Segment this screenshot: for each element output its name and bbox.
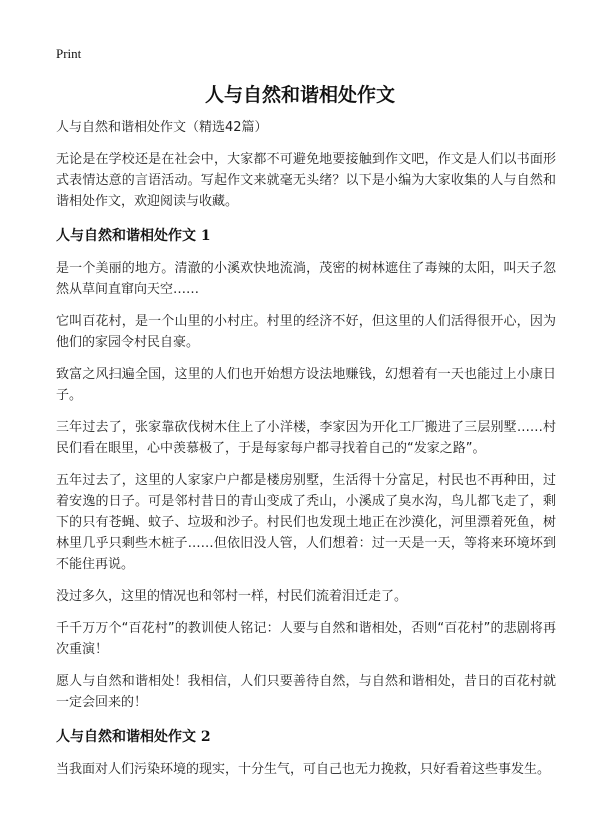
paragraph: 五年过去了，这里的人家家户户都是楼房别墅，生活得十分富足，村民也不再种田，过着安逸的日子。可是邻村昔日的青山变成了秃山，小溪成了臭水沟，鸟儿都飞走了，剩下的只有苍蝇、蚊子、垃圾和沙子。村民们也发现土地正在沙漠化，河里漂着死鱼，树林里几乎只剩些木桩子……但依旧没人管，人们想着：过一天是一天，等将来环境坏到不能住再说。 <box>56 473 556 572</box>
paragraph: 它叫百花村，是一个山里的小村庄。村里的经济不好，但这里的人们活得很开心，因为他们的家园令村民自豪。 <box>56 314 556 350</box>
paragraph: 致富之风扫遍全国，这里的人们也开始想方设法地赚钱，幻想着有一天也能过上小康日子。 <box>56 367 556 403</box>
paragraph: 千千万万个“百花村”的教训使人铭记：人要与自然和谐相处，否则“百花村”的悲剧将再次重演！ <box>56 621 556 657</box>
print-link[interactable]: Print <box>56 46 82 61</box>
paragraph: 是一个美丽的地方。清澈的小溪欢快地流淌，茂密的树林遮住了毒辣的太阳，叫天子忽然从草间直窜向天空…… <box>56 261 556 297</box>
article-body <box>56 119 556 791</box>
paragraph: 当我面对人们污染环境的现实，十分生气，可自己也无力挽救，只好看着这些事发生。 <box>56 762 551 777</box>
paragraph: 没过多久，这里的情况也和邻村一样，村民们流着泪迁走了。 <box>56 589 408 604</box>
intro-paragraph: 无论是在学校还是在社会中，大家都不可避免地要接触到作文吧，作文是人们以书面形式表情达意的言语活动。写起作文来就毫无头绪？以下是小编为大家收集的人与自然和谐相处作文，欢迎阅读与收藏。 <box>56 152 556 209</box>
paragraph: 三年过去了，张家靠砍伐树木住上了小洋楼，李家因为开化工厂搬进了三层别墅……村民们看在眼里，心中羡慕极了，于是每家每户都寻找着自己的“发家之路”。 <box>56 420 556 456</box>
paragraph: 愿人与自然和谐相处！我相信，人们只要善待自然，与自然和谐相处，昔日的百花村就一定会回来的！ <box>56 674 556 710</box>
section-heading: 人与自然和谐相处作文 1 <box>56 228 211 244</box>
page-title: 人与自然和谐相处作文 <box>204 84 395 106</box>
article-subtitle: 人与自然和谐相处作文（精选42篇） <box>56 120 268 135</box>
section-heading: 人与自然和谐相处作文 2 <box>56 729 211 745</box>
